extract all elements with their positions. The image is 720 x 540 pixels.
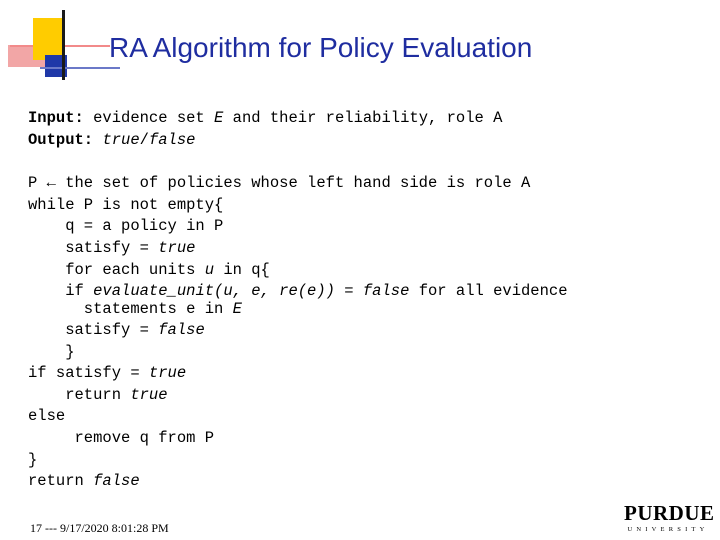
output-false: false: [148, 131, 196, 149]
code-line-2: while P is not empty{: [28, 196, 224, 214]
code-text: satisfy =: [28, 321, 159, 339]
output-true: true: [102, 131, 140, 149]
code-line-11: [28, 388, 168, 404]
code-line-9: }: [28, 343, 75, 361]
code-line-7: [28, 302, 242, 318]
logo-subtext: UNIVERSITY: [627, 526, 709, 533]
logo-wordmark: PURDUE: [624, 501, 715, 525]
purdue-logo: [624, 501, 715, 533]
decor-yellow-square: [33, 18, 63, 60]
output-slash: /: [139, 131, 149, 149]
decor-blue-line: [40, 67, 120, 69]
code-italic: true: [148, 364, 187, 382]
code-line-6: [28, 284, 568, 300]
code-line-1: P ← the set of policies whose left hand side is role A: [28, 174, 531, 192]
slide-title: RA Algorithm for Policy Evaluation: [109, 32, 533, 63]
code-italic: true: [158, 239, 196, 257]
code-line-12: else: [28, 407, 66, 425]
input-label: Input:: [28, 109, 84, 127]
code-line-3: q = a policy in P: [28, 217, 224, 235]
code-text: for each units: [28, 261, 205, 279]
code-italic: false: [158, 321, 205, 339]
code-text: if: [28, 282, 94, 300]
output-label: Output:: [28, 131, 94, 149]
input-text: evidence set: [83, 109, 215, 127]
code-italic: false: [93, 472, 140, 490]
decor-vertical-line: [62, 10, 65, 80]
code-text: satisfy =: [28, 239, 159, 257]
code-text: for all evidence: [409, 282, 568, 300]
code-line-14: }: [28, 451, 38, 469]
code-italic: evaluate_unit(u, e, re(e)) = false: [93, 282, 410, 300]
code-italic: u: [204, 261, 215, 279]
code-line-15: [28, 474, 140, 490]
code-text: return: [28, 472, 94, 490]
code-line-8: [28, 323, 205, 339]
input-line: [28, 111, 502, 127]
code-line-10: [28, 366, 186, 382]
output-line: [28, 133, 195, 149]
code-text: if satisfy =: [28, 364, 149, 382]
code-text: in q{: [214, 261, 270, 279]
code-line-5: [28, 263, 270, 279]
input-var-e: E: [214, 109, 224, 127]
code-text: statements e in: [28, 300, 233, 318]
code-italic: true: [130, 386, 168, 404]
slide-footer: 17 --- 9/17/2020 8:01:28 PM: [30, 521, 169, 535]
code-italic: E: [232, 300, 242, 318]
code-text: return: [28, 386, 131, 404]
code-line-13: remove q from P: [28, 429, 215, 447]
code-line-4: [28, 241, 195, 257]
input-text-rest: and their reliability, role A: [223, 109, 503, 127]
